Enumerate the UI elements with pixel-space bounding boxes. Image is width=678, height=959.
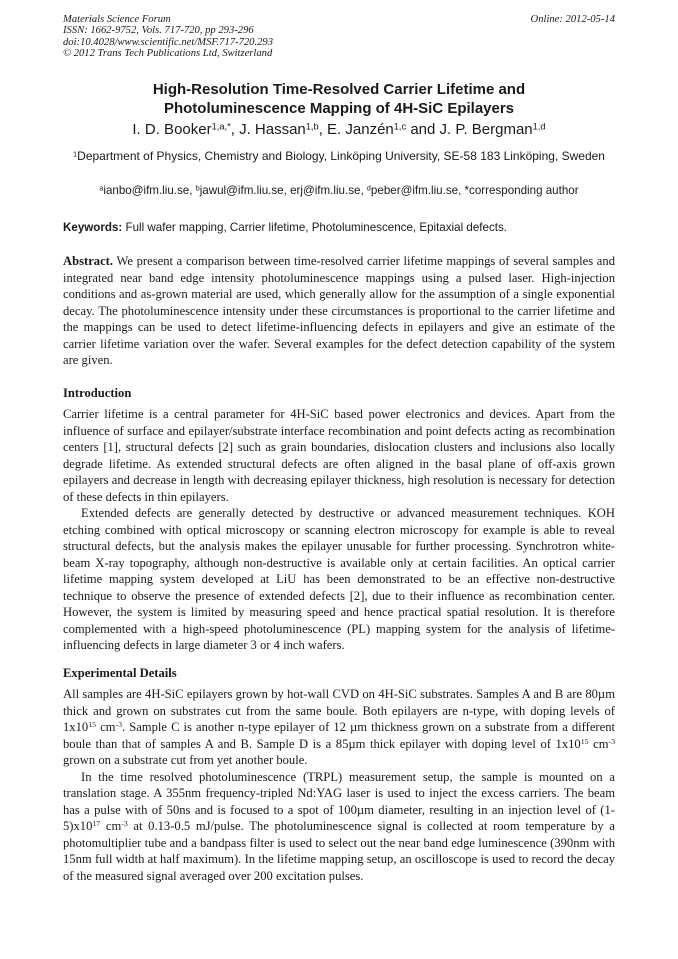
email-sup: b	[195, 183, 200, 193]
author-name: J. Hassan	[239, 121, 306, 138]
exponent: -3	[115, 720, 122, 730]
exponent: 15	[580, 736, 589, 746]
keywords-text: Full wafer mapping, Carrier lifetime, Photoluminescence, Epitaxial defects.	[122, 221, 507, 234]
exponent: 17	[92, 819, 101, 829]
title-line-2: Photoluminescence Mapping of 4H-SiC Epilayers	[163, 100, 515, 117]
experimental-heading: Experimental Details	[63, 666, 177, 680]
affiliation-text: Department of Physics, Chemistry and Biology, Linköping University, SE-58 183 Linköping, Sweden	[77, 149, 605, 163]
author-separator: ,	[318, 121, 328, 138]
text-run: grown on a substrate cut from yet another boule.	[63, 753, 308, 767]
experimental-body	[63, 686, 615, 884]
affiliation-sup: 1	[73, 149, 78, 159]
introduction-heading: Introduction	[63, 386, 132, 400]
text-run: cm	[588, 736, 609, 751]
email-text: peber@ifm.liu.se, *corresponding author	[370, 184, 579, 197]
abstract	[63, 253, 615, 369]
email-text: jawul@ifm.liu.se, erj@ifm.liu.se,	[199, 184, 367, 197]
keywords-label: Keywords:	[63, 221, 123, 234]
copyright-line: © 2012 Trans Tech Publications Ltd, Switzerland	[63, 48, 273, 60]
title-line-1: High-Resolution Time-Resolved Carrier Lifetime and	[152, 81, 526, 98]
author-affil-sup: 1,d	[532, 121, 546, 132]
author-affil-sup: 1,c	[393, 121, 407, 132]
journal-header	[63, 14, 615, 60]
text-run: In the time resolved photoluminescence (TRPL) measurement setup, the sample is mounted on a translation stage. A 355nm frequency-tripled Nd:YAG laser is used to inject the excess carriers. The beam has a pulse with of 50ns and is focused to a spot of 100µm diameter, resulting in an injection level of (1-5)x10	[63, 769, 615, 833]
email-sup: a	[99, 183, 104, 193]
text-run: All samples are 4H-SiC epilayers grown by hot-wall CVD on 4H-SiC substrates. Samples A and B are 80µm thick and grown on substrates cut from the same boule. Both epilayers are n-type, with doping levels of 1x10	[63, 687, 615, 734]
author-separator: and	[406, 121, 440, 138]
paragraph	[63, 769, 615, 885]
text-run: . Sample C is another n-type epilayer of 12 µm thickness grown on a substrate from a different boule than that of samples A and B. Sample D is a 85µm thick epilayer with doping level of 1x10	[63, 720, 615, 751]
keywords	[63, 220, 615, 235]
author-affil-sup: 1,a,*	[211, 121, 231, 132]
journal-name: Materials Science Forum	[63, 14, 171, 25]
email-list	[63, 183, 615, 199]
paragraph: Carrier lifetime is a central parameter for 4H-SiC based power electronics and devices. Apart from the influence of surface and epilayer/substrate interface recombination and point defects acting as recombination centers [1], structural defects [2] such as grain boundaries, dislocation clusters and inclusions also locally degrade lifetime. As extended structural defects are often aligned in the basal plane of off-axis grown epilayers and decrease in length with decreasing epilayer thickness, high resolution is necessary for detection of these defects in thin epilayers.	[63, 407, 615, 504]
author-name: I. D. Booker	[132, 121, 212, 138]
email-sup: d	[366, 183, 371, 193]
abstract-text: We present a comparison between time-resolved carrier lifetime mappings of several samples and integrated near band edge intensity photoluminescence mappings using a pulsed laser. High-injection conditions and as-grown material are used, which generally allow for the assumption of a single exponential decay. The photoluminescence intensity under these circumstances is proportional to the carrier lifetime and the mappings can be used to detect lifetime-influencing defects in epilayers and give an estimate of the carrier lifetime variation over the wafer. Several examples for the defect detection capability of the system are given.	[63, 254, 615, 367]
paragraph	[63, 686, 615, 769]
abstract-label: Abstract.	[63, 254, 114, 268]
paragraph: Extended defects are generally detected by destructive or advanced measurement techniques. KOH etching combined with optical microscopy or scanning electron microscopy for example is able to reveal structural defects, but the analysis makes the epilayer unusable for further processing. Synchrotron white-beam X-ray topography, although non-destructive is available only at certain facilities. An optical carrier lifetime mapping system developed at LiU has been demonstrated to be an effective non-destructive technique to observe the presence of extended defects [2], due to their influence as recombination center. However, the system is limited by measuring speed and hence practical spatial resolution. It is therefore complemented with a high-speed photoluminescence (PL) mapping system for the analysis of lifetime-influencing defects in large diameter 3 or 4 inch wafers.	[63, 506, 615, 652]
email-text: ianbo@ifm.liu.se,	[103, 184, 196, 197]
author-affil-sup: 1,b	[305, 121, 319, 132]
online-date: Online: 2012-05-14	[530, 14, 615, 25]
doi-line: doi:10.4028/www.scientific.net/MSF.717-720.293	[63, 36, 273, 48]
affiliation	[63, 148, 615, 165]
author-separator: ,	[230, 121, 240, 138]
issn-line: ISSN: 1662-9752, Vols. 717-720, pp 293-296	[63, 25, 254, 37]
exponent: -3	[121, 819, 128, 829]
text-run: cm	[95, 720, 116, 734]
author-name: J. P. Bergman	[439, 121, 533, 138]
exponent: -3	[608, 736, 615, 746]
exponent: 15	[88, 720, 96, 730]
introduction-body	[63, 406, 615, 654]
author-name: E. Janzén	[327, 121, 394, 138]
text-run: at 0.13-0.5 mJ/pulse. The photoluminescence signal is collected at room temperature by a photomultiplier tube and a bandpass filter is used to select out the near band edge luminescence (390nm with 15nm full width at half maximum). In the lifetime mapping setup, an oscilloscope is used to record the decay of the measured signal averaged over 200 excitation pulses.	[63, 819, 615, 883]
paper-title	[63, 80, 615, 118]
author-list	[63, 121, 615, 139]
text-run: cm	[100, 819, 122, 833]
